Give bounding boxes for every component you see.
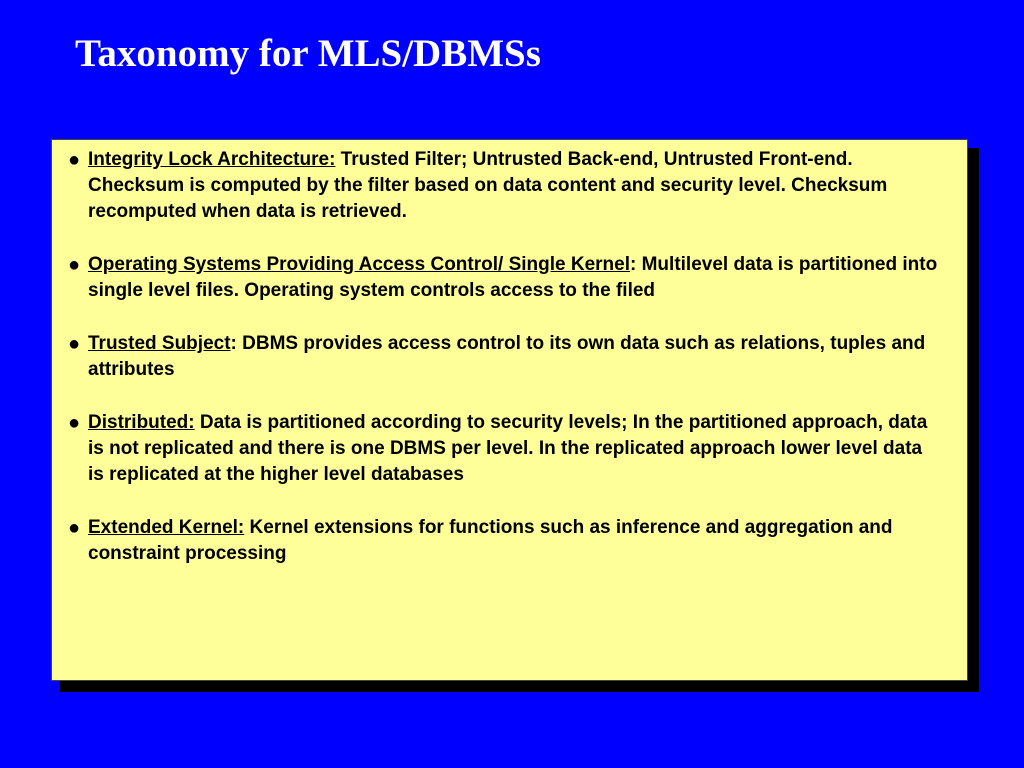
bullet-icon: ● (68, 254, 81, 276)
bullet-text: : Multilevel data is partitioned into single level files. Operating system controls access to the filed (88, 254, 938, 301)
bullet-icon: ● (68, 149, 81, 171)
bullet-term: Trusted Subject (88, 333, 231, 354)
bullet-item-extended-kernel (68, 515, 940, 567)
bullet-item-trusted-subject (68, 331, 940, 383)
bullet-icon: ● (68, 517, 81, 539)
bullet-term: Operating Systems Providing Access Control/ Single Kernel (88, 254, 630, 275)
bullet-term: Extended Kernel: (88, 517, 245, 538)
bullet-text: Trusted Filter; Untrusted Back-end, Untrusted Front-end. Checksum is computed by the filter based on data content and security level. Checksum recomputed when data is retrieved. (88, 149, 888, 222)
bullet-list (68, 147, 940, 594)
bullet-term: Distributed: (88, 412, 195, 433)
bullet-text: : DBMS provides access control to its own data such as relations, tuples and attributes (88, 333, 926, 380)
bullet-icon: ● (68, 412, 81, 434)
bullet-text: Kernel extensions for functions such as inference and aggregation and constraint processing (88, 517, 893, 564)
content-panel (51, 139, 968, 681)
bullet-item-integrity-lock (68, 147, 940, 225)
bullet-icon: ● (68, 333, 81, 355)
slide-title: Taxonomy for MLS/DBMSs (75, 32, 541, 75)
bullet-term: Integrity Lock Architecture: (88, 149, 336, 170)
bullet-item-operating-systems (68, 252, 940, 304)
bullet-item-distributed (68, 410, 940, 488)
bullet-text: Data is partitioned according to security levels; In the partitioned approach, data is not replicated and there is one DBMS per level. In the replicated approach lower level data is replicated at the higher level databases (88, 412, 928, 485)
